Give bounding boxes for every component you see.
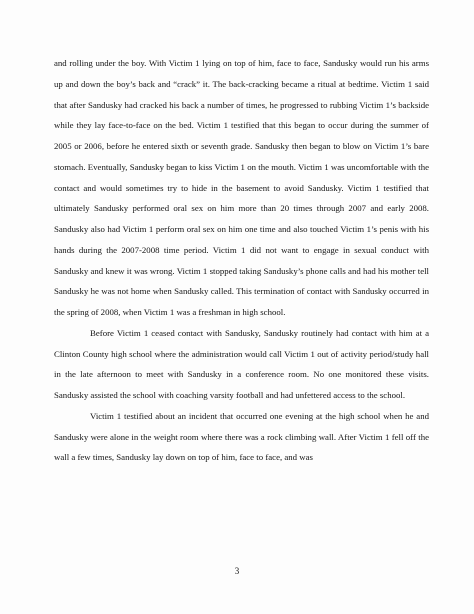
- paragraph-1: and rolling under the boy. With Victim 1 lying on top of him, face to face, Sandusky would run his arms up and down the boy’s back and “crack” it. The back-cracking became a ritual at bedtime. Victim 1 said that after Sandusky had cracked his back a number of times, he progressed to rubbing Victim 1’s backside while they lay face-to-face on the bed. Victim 1 testified that this began to occur during the summer of 2005 or 2006, before he entered sixth or seventh grade. Sandusky then began to blow on Victim 1’s bare stomach. Eventually, Sandusky began to kiss Victim 1 on the mouth. Victim 1 was uncomfortable with the contact and would sometimes try to hide in the basement to avoid Sandusky. Victim 1 testified that ultimately Sandusky performed oral sex on him more than 20 times through 2007 and early 2008. Sandusky also had Victim 1 perform oral sex on him one time and also touched Victim 1’s penis with his hands during the 2007-2008 time period. Victim 1 did not want to engage in sexual conduct with Sandusky and knew it was wrong. Victim 1 stopped taking Sandusky’s phone calls and had his mother tell Sandusky he was not home when Sandusky called. This termination of contact with Sandusky occurred in the spring of 2008, when Victim 1 was a freshman in high school.: [54, 58, 429, 317]
- page-number: 3: [234, 566, 240, 576]
- paragraph-2: Before Victim 1 ceased contact with Sandusky, Sandusky routinely had contact with him at a Clinton County high school where the administration would call Victim 1 out of activity period/study hall in the late afternoon to meet with Sandusky in a conference room. No one monitored these visits. Sandusky assisted the school with coaching varsity football and had unfettered access to the school.: [54, 327, 429, 400]
- body-text: [54, 53, 429, 468]
- paragraph-3: Victim 1 testified about an incident that occurred one evening at the high school when he and Sandusky were alone in the weight room where there was a rock climbing wall. After Victim 1 fell off the wall a few times, Sandusky lay down on top of him, face to face, and was: [54, 410, 429, 463]
